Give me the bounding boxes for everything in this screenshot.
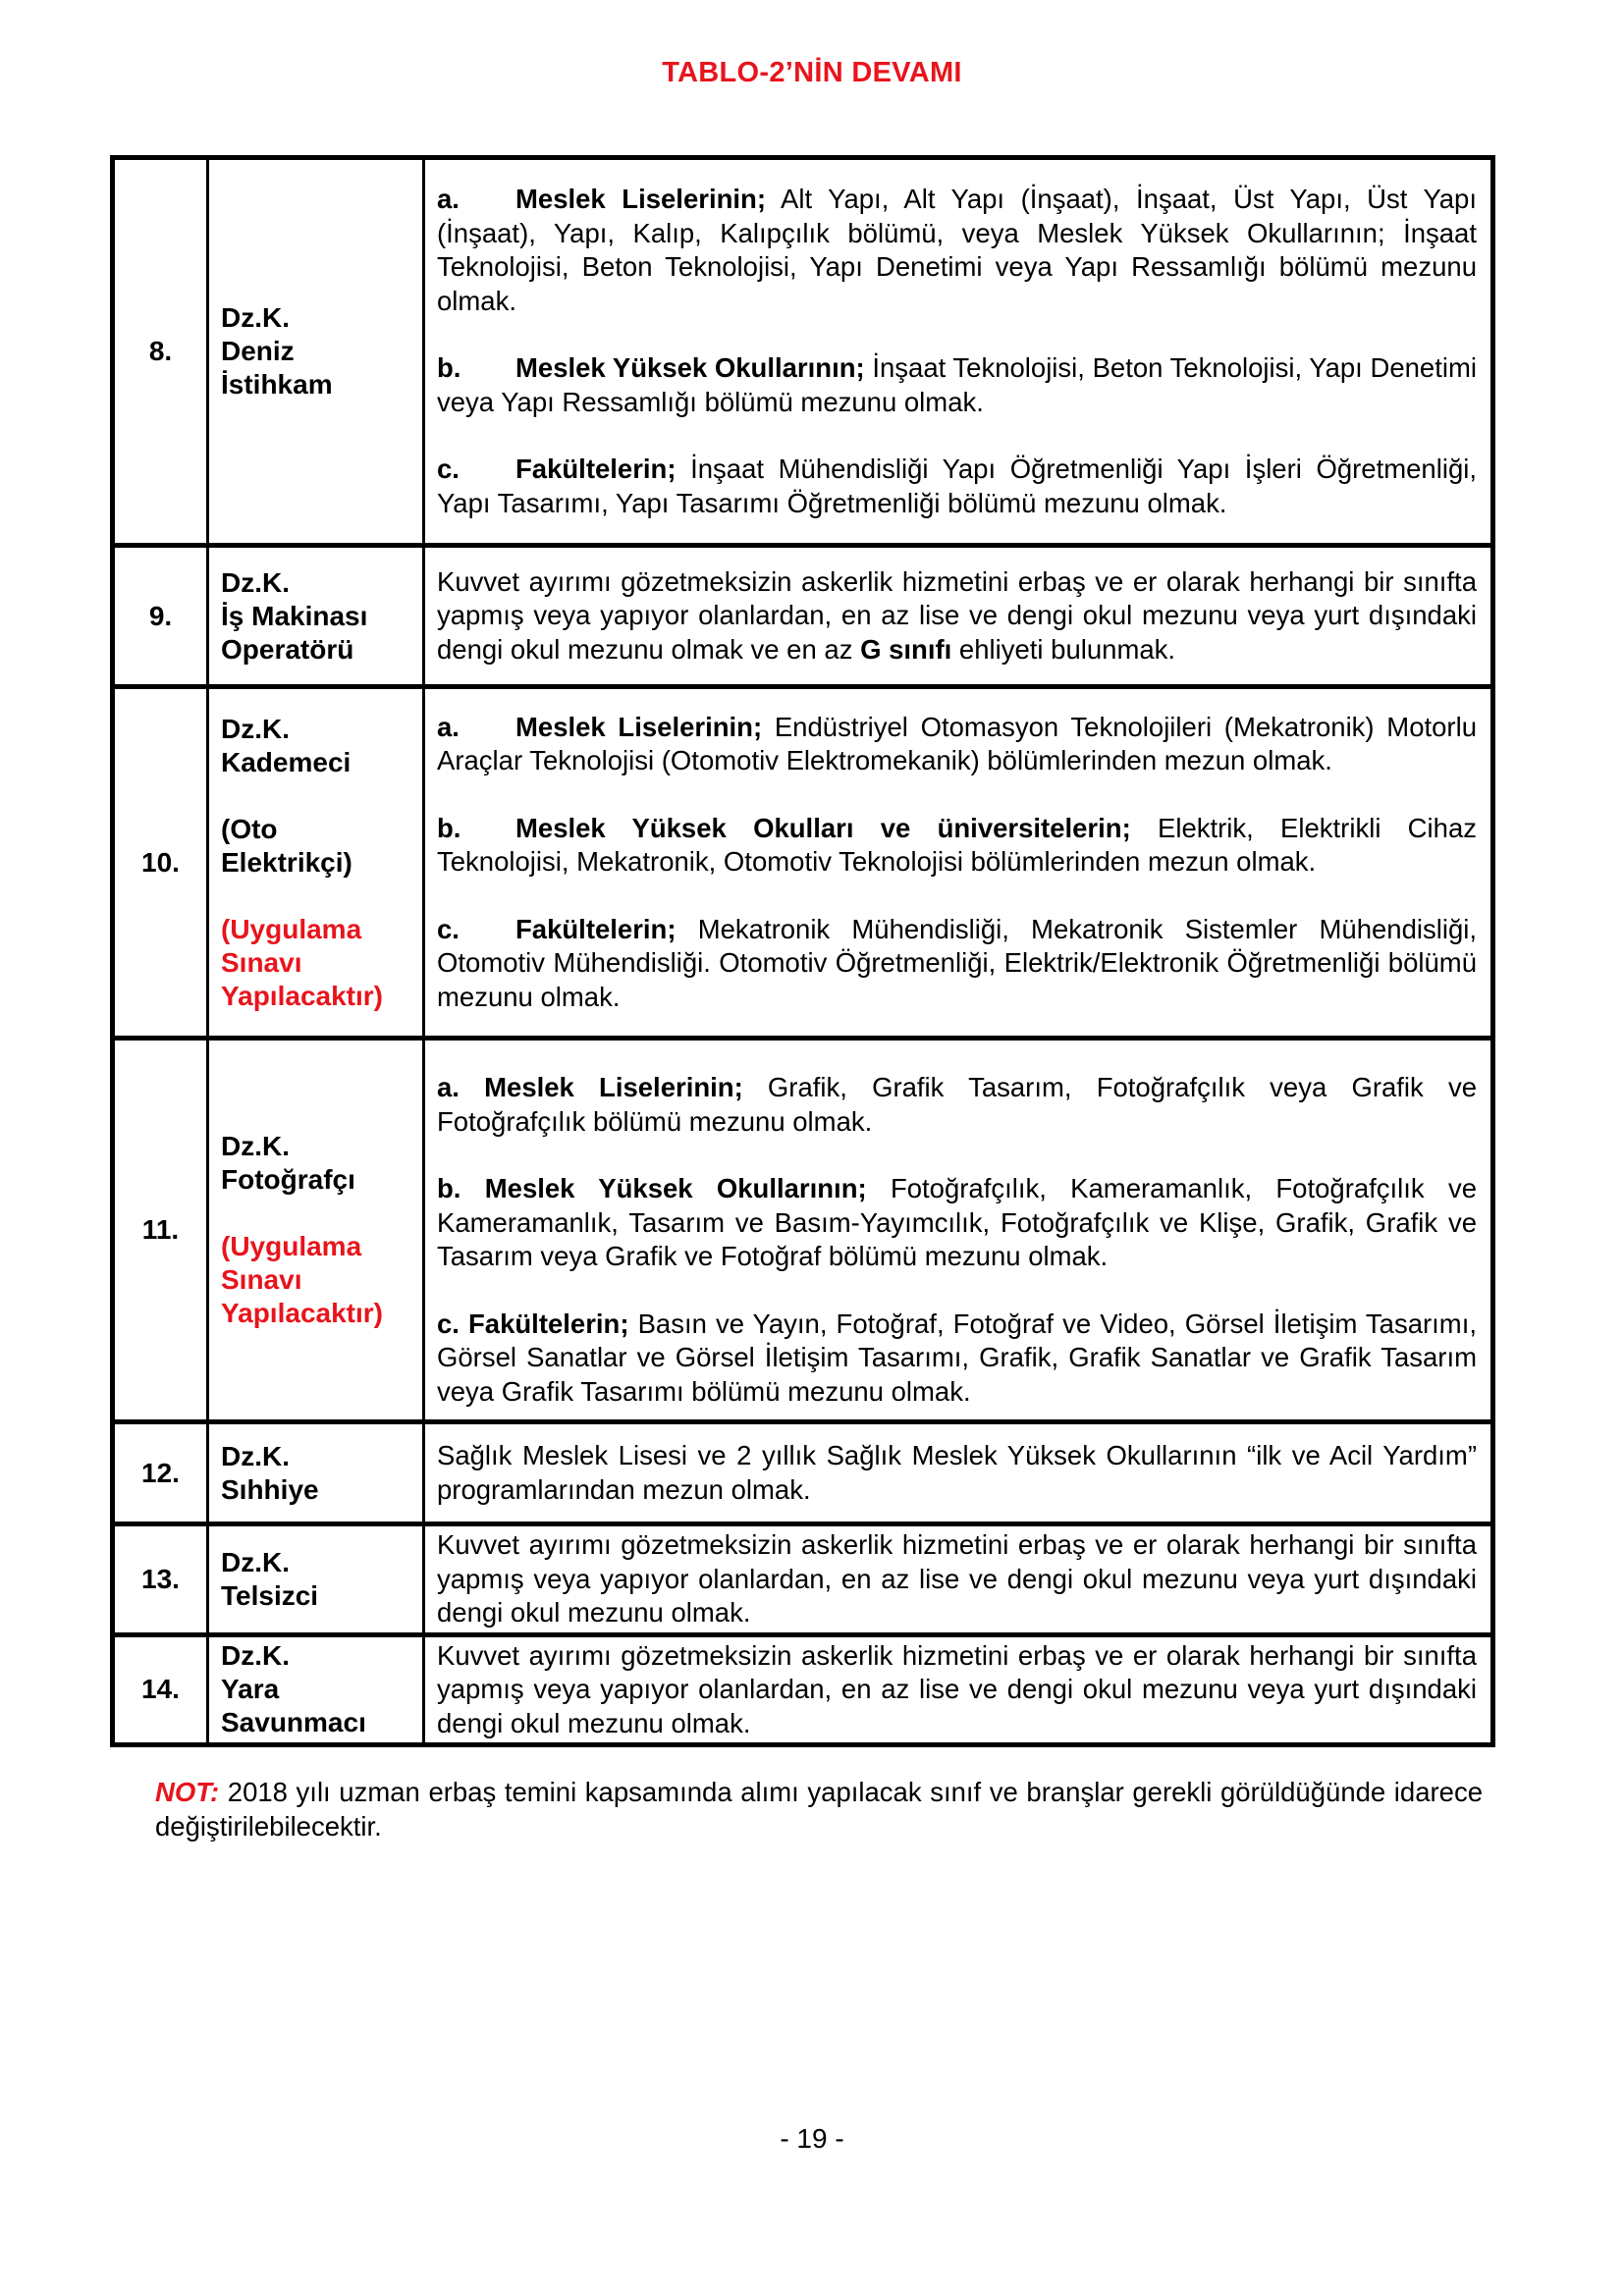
requirement-item: a. Meslek Liselerinin; Grafik, Grafik Tasarım, Fotoğrafçılık veya Grafik ve Fotoğrafçılık bölümü mezunu olmak. (437, 1072, 1478, 1137)
requirement-item: a. Meslek Liselerinin; Endüstriyel Otomasyon Teknolojileri (Mekatronik) Motorlu Araçlar Teknolojisi (Otomotiv Elektromekanik) bölümlerinden mezun olmak. (437, 711, 1477, 776)
class-name: Dz.K. Kademeci (Oto Elektrikçi) (Uygulama Sınavı Yapılacaktır) (208, 687, 424, 1039)
class-name: Dz.K. Deniz İstihkam (208, 158, 424, 546)
requirement-item: c. Fakültelerin; Mekatronik Mühendisliği, Mekatronik Sistemler Mühendisliği, Otomotiv Mühendisliği. Otomotiv Öğretmenliği, Elektrik/Elektronik Öğretmenliği bölümü mezunu olmak. (437, 913, 1477, 1012)
table-row (113, 1422, 1493, 1524)
row-number: 9. (113, 546, 208, 687)
row-number: 8. (113, 158, 208, 546)
requirement-description (424, 687, 1493, 1039)
requirement-description (424, 158, 1493, 546)
requirement-item: a. Meslek Liselerinin; Alt Yapı, Alt Yapı (İnşaat), İnşaat, Üst Yapı, Üst Yapı (İnşaat), Yapı, Kalıp, Kalıpçılık bölümü, veya Meslek Yüksek Okullarının; İnşaat Teknolojisi, Beton Teknolojisi, Yapı Denetimi veya Yapı Ressamlığı bölümü mezunu olmak. (437, 184, 1477, 316)
exam-note: (Uygulama (221, 913, 362, 944)
requirement-description: Sağlık Meslek Lisesi ve 2 yıllık Sağlık Meslek Yüksek Okullarının “ilk ve Acil Yardım” programlarından mezun olmak. (424, 1422, 1493, 1524)
row-number: 12. (113, 1422, 208, 1524)
page-number: - 19 - (780, 2123, 844, 2154)
requirement-item: b. Meslek Yüksek Okullarının; Fotoğrafçılık, Kameramanlık, Fotoğrafçılık ve Kameramanlık, Tasarım ve Basım-Yayımcılık, Fotoğrafçılık ve Klişe, Grafik, Grafik ve Tasarım veya Grafik ve Fotoğraf bölümü mezunu olmak. (437, 1173, 1478, 1271)
class-name: Dz.K. İş Makinası Operatörü (208, 546, 424, 687)
table-row (113, 1524, 1493, 1635)
requirement-description: Kuvvet ayırımı gözetmeksizin askerlik hizmetini erbaş ve er olarak herhangi bir sınıfta yapmış veya yapıyor olanlardan, en az lise ve dengi okul mezunu veya yurt dışındaki dengi okul mezunu olmak. (424, 1634, 1493, 1745)
requirements-table (110, 155, 1495, 1747)
row-number: 10. (113, 687, 208, 1039)
requirement-description (424, 1039, 1493, 1422)
class-name: Dz.K. Sıhhiye (208, 1422, 424, 1524)
requirement-description: Kuvvet ayırımı gözetmeksizin askerlik hizmetini erbaş ve er olarak herhangi bir sınıfta yapmış veya yapıyor olanlardan, en az lise ve dengi okul mezunu veya yurt dışındaki dengi okul mezunu olmak ve en az G sınıfı ehliyeti bulunmak. (424, 546, 1493, 687)
requirement-item: c. Fakültelerin; Basın ve Yayın, Fotoğraf, Fotoğraf ve Video, Görsel İletişim Tasarımı, Görsel Sanatlar ve Görsel İletişim Tasarımı, Grafik, Grafik Sanatlar ve Grafik Tasarım veya Grafik Tasarımı bölümü mezunu olmak. (437, 1308, 1477, 1407)
row-number: 14. (113, 1634, 208, 1745)
row-number: 11. (113, 1039, 208, 1422)
note-text: 2018 yılı uzman erbaş temini kapsamında alımı yapılacak sınıf ve branşlar gerekli görüldüğünde idarece değiştirilebilecektir. (155, 1777, 1483, 1842)
table-row (113, 687, 1493, 1039)
class-name: Dz.K. Fotoğrafçı (Uygulama Sınavı Yapılacaktır) (208, 1039, 424, 1422)
page-title: TABLO-2’NİN DEVAMI (662, 57, 962, 88)
class-name: Dz.K. Yara Savunmacı (208, 1634, 424, 1745)
note-label: NOT: (155, 1777, 220, 1807)
footnote (155, 1775, 1483, 1843)
table-row (113, 1634, 1493, 1745)
table-row (113, 546, 1493, 687)
requirement-description: Kuvvet ayırımı gözetmeksizin askerlik hizmetini erbaş ve er olarak herhangi bir sınıfta yapmış veya yapıyor olanlardan, en az lise ve dengi okul mezunu veya yurt dışındaki dengi okul mezunu olmak. (424, 1524, 1493, 1635)
requirement-item: b. Meslek Yüksek Okulları ve üniversitelerin; Elektrik, Elektrikli Cihaz Teknolojisi, Mekatronik, Otomotiv Teknolojisi bölümlerinden mezun olmak. (437, 812, 1477, 878)
class-name: Dz.K. Telsizci (208, 1524, 424, 1635)
table-row (113, 1039, 1493, 1422)
row-number: 13. (113, 1524, 208, 1635)
requirement-item: b. Meslek Yüksek Okullarının; İnşaat Teknolojisi, Beton Teknolojisi, Yapı Denetimi veya Yapı Ressamlığı bölümü mezunu olmak. (437, 352, 1477, 417)
table-row (113, 158, 1493, 546)
requirement-item: c. Fakültelerin; İnşaat Mühendisliği Yapı Öğretmenliği Yapı İşleri Öğretmenliği, Yapı Tasarımı, Yapı Tasarımı Öğretmenliği bölümü mezunu olmak. (437, 454, 1477, 518)
exam-note: (Uygulama (221, 1231, 362, 1261)
